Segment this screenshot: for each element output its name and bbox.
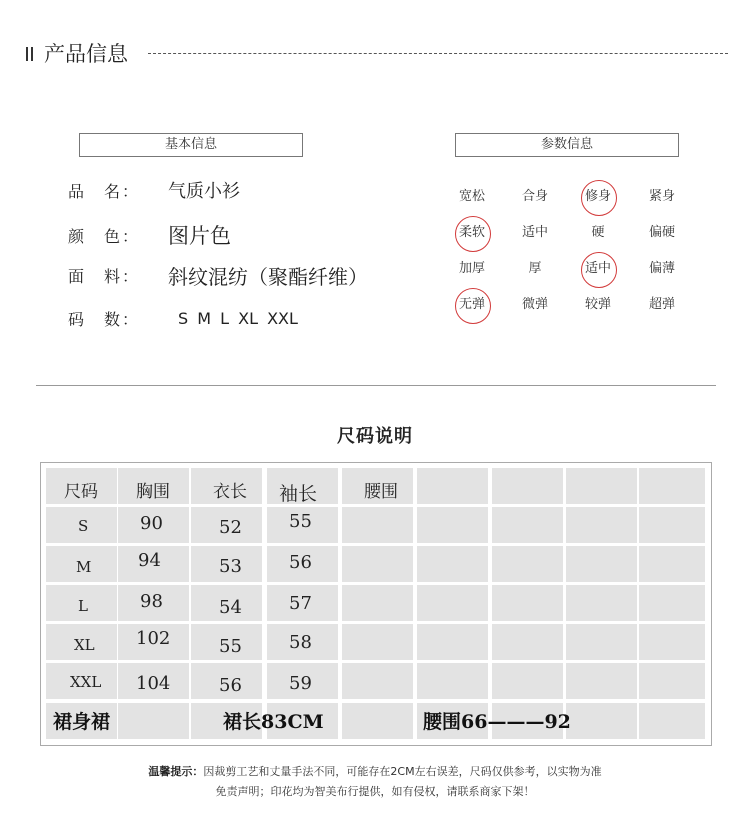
table-cell xyxy=(342,585,413,621)
table-footer-text: 腰围66———92 xyxy=(423,711,571,733)
table-value: S xyxy=(78,517,89,535)
table-header: 尺码 xyxy=(64,482,98,502)
table-cell xyxy=(492,468,563,504)
param-option: 修身 xyxy=(573,185,623,209)
param-option: 无弹 xyxy=(447,293,497,317)
table-value: L xyxy=(78,597,88,615)
info-value: 图片色 xyxy=(168,224,231,248)
table-header: 胸围 xyxy=(136,482,170,502)
table-footer-text: 裙长83CM xyxy=(223,711,324,733)
info-value: 气质小衫 xyxy=(168,181,240,202)
table-cell xyxy=(417,624,488,660)
table-header: 衣长 xyxy=(213,482,247,502)
table-value: 55 xyxy=(289,511,312,532)
table-cell xyxy=(639,624,705,660)
info-label: 面 料： xyxy=(68,266,141,286)
table-cell xyxy=(118,703,189,739)
info-row-fabric xyxy=(68,260,368,290)
table-value: M xyxy=(76,558,92,576)
table-value: 102 xyxy=(136,628,171,649)
basic-info-label: 基本信息 xyxy=(79,133,303,157)
param-option: 微弹 xyxy=(521,297,548,312)
table-value: 53 xyxy=(219,556,242,577)
info-value: S M L XL XXL xyxy=(178,308,298,328)
section-title: 产品信息 xyxy=(44,42,128,66)
param-option: 硬 xyxy=(591,225,605,240)
param-option: 适中 xyxy=(573,257,623,281)
table-footer-text: 裙身裙 xyxy=(53,711,111,733)
table-cell xyxy=(566,585,637,621)
table-cell xyxy=(639,468,705,504)
param-option: 偏硬 xyxy=(648,225,675,240)
note-text: 因裁剪工艺和丈量手法不同，可能存在2CM左右误差，尺码仅供参考，以实物为准 xyxy=(203,765,602,778)
table-value: 98 xyxy=(140,591,163,612)
note-line-1 xyxy=(0,762,750,782)
table-cell xyxy=(492,507,563,543)
table-value: 56 xyxy=(219,675,242,696)
param-option: 加厚 xyxy=(458,261,485,276)
table-value: XXL xyxy=(70,673,102,691)
table-value: 57 xyxy=(289,593,312,614)
table-value: 55 xyxy=(219,636,242,657)
info-label: 品 名： xyxy=(68,181,141,201)
info-label: 颜 色： xyxy=(68,226,141,246)
table-cell xyxy=(639,703,705,739)
table-cell xyxy=(417,663,488,699)
table-cell xyxy=(492,624,563,660)
table-cell xyxy=(639,546,705,582)
param-option: 偏薄 xyxy=(648,261,675,276)
param-option: 超弹 xyxy=(648,297,675,312)
table-cell xyxy=(492,546,563,582)
table-value: 104 xyxy=(136,673,171,694)
info-label: 码 数： xyxy=(68,309,141,329)
note-line-2: 免责声明；印花均为智美布行提供，如有侵权，请联系商家下架！ xyxy=(215,785,535,798)
table-cell xyxy=(342,624,413,660)
table-value: 58 xyxy=(289,632,312,653)
table-cell xyxy=(342,507,413,543)
table-cell xyxy=(566,624,637,660)
param-option: 宽松 xyxy=(458,189,485,204)
table-value: 90 xyxy=(140,513,163,534)
info-row-sizes xyxy=(68,303,298,333)
param-info-label: 参数信息 xyxy=(455,133,679,157)
info-row-name xyxy=(68,175,240,205)
table-cell xyxy=(566,546,637,582)
table-cell xyxy=(342,546,413,582)
divider xyxy=(36,385,716,386)
table-cell xyxy=(566,703,637,739)
table-value: 59 xyxy=(289,673,312,694)
param-option: 厚 xyxy=(528,261,542,276)
table-header: 腰围 xyxy=(364,482,398,502)
header-dashed-line xyxy=(148,53,728,54)
table-value: 54 xyxy=(219,597,242,618)
table-cell xyxy=(639,663,705,699)
table-value: XL xyxy=(74,636,95,654)
table-cell xyxy=(417,585,488,621)
table-cell xyxy=(342,703,413,739)
table-cell xyxy=(492,585,563,621)
table-cell xyxy=(566,663,637,699)
table-cell xyxy=(566,468,637,504)
table-cell xyxy=(342,663,413,699)
table-cell xyxy=(417,546,488,582)
table-cell xyxy=(417,468,488,504)
info-value: 斜纹混纺（聚酯纤维） xyxy=(168,264,368,289)
table-cell xyxy=(566,507,637,543)
table-cell xyxy=(417,507,488,543)
header-mark xyxy=(26,47,36,61)
param-option: 适中 xyxy=(521,225,548,240)
note-label: 温馨提示： xyxy=(148,765,204,778)
param-option: 合身 xyxy=(521,189,548,204)
size-chart-title: 尺码说明 xyxy=(337,426,413,447)
param-option: 紧身 xyxy=(648,189,675,204)
table-value: 94 xyxy=(138,550,161,571)
table-cell xyxy=(639,585,705,621)
table-value: 52 xyxy=(219,517,242,538)
size-table xyxy=(40,462,712,746)
param-option: 较弹 xyxy=(584,297,611,312)
info-row-color xyxy=(68,220,231,250)
table-cell xyxy=(492,663,563,699)
table-value: 56 xyxy=(289,552,312,573)
table-cell xyxy=(639,507,705,543)
table-header: 袖长 xyxy=(279,483,318,505)
param-option: 柔软 xyxy=(447,221,497,245)
